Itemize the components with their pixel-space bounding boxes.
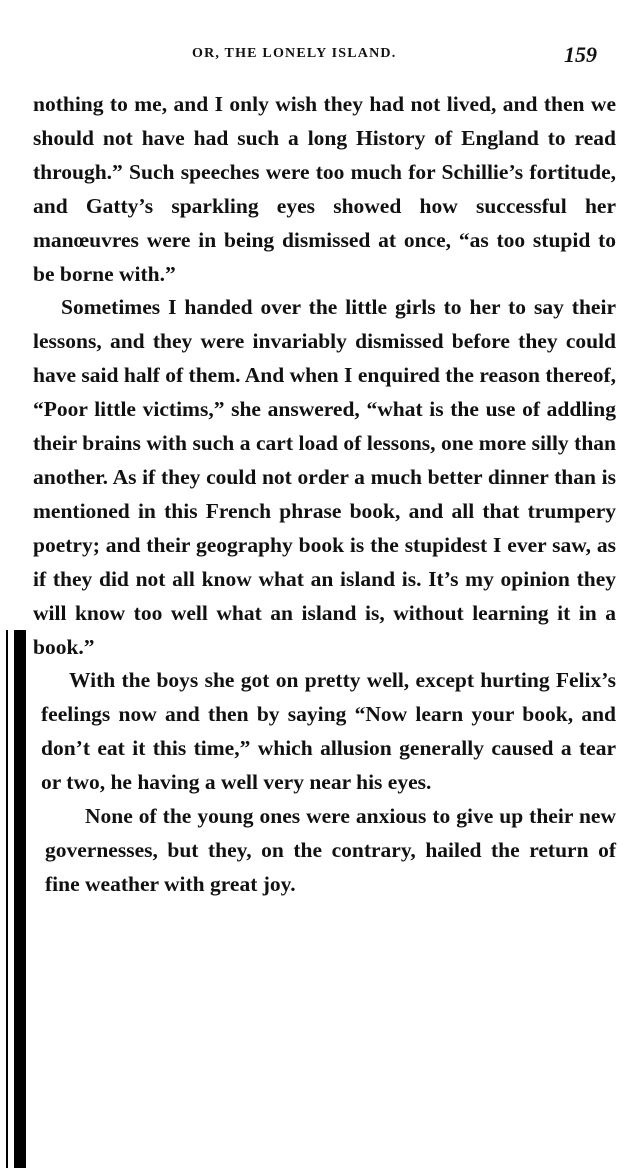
paragraph-continued: nothing to me, and I only wish they had not lived, and then we should not have had such a long History of England to read through.” Such speeches were too much for Schillie’s fortitude, and Gatty’s sparkling eyes showed how successful her manœuvres were in being dismissed at once, “as too stupid to be borne with.” (33, 92, 616, 286)
paragraph-none-of-the-young: None of the young ones were anxious to give up their new governesses, but they, on the contrary, hailed the return of fine weather with great joy. (45, 804, 616, 896)
running-title: OR, THE LONELY ISLAND. (192, 46, 397, 61)
page-number: 159 (564, 42, 597, 67)
page-header (0, 42, 641, 72)
paragraph-with-the-boys: With the boys she got on pretty well, except hurting Felix’s feelings now and then by saying “Now learn your book, and don’t eat it this time,” which allusion generally caused a tear or two, he having a well very near his eyes. (41, 668, 616, 795)
body-text (33, 88, 616, 902)
binding-edge-shadow (0, 630, 26, 1168)
paragraph-sometimes: Sometimes I handed over the little girls to her to say their lessons, and they were invariably dismissed before they could have said half of them. And when I enquired the reason thereof, “Poor little victims,” she answered, “what is the use of addling their brains with such a cart load of lessons, one more silly than another. As if they could not order a much better dinner than is mentioned in this French phrase book, and all that trumpery poetry; and their geography book is the stupidest I ever saw, as if they did not all know what an island is. It’s my opinion they will know too well what an island is, without learning it in a book.” (33, 295, 616, 659)
